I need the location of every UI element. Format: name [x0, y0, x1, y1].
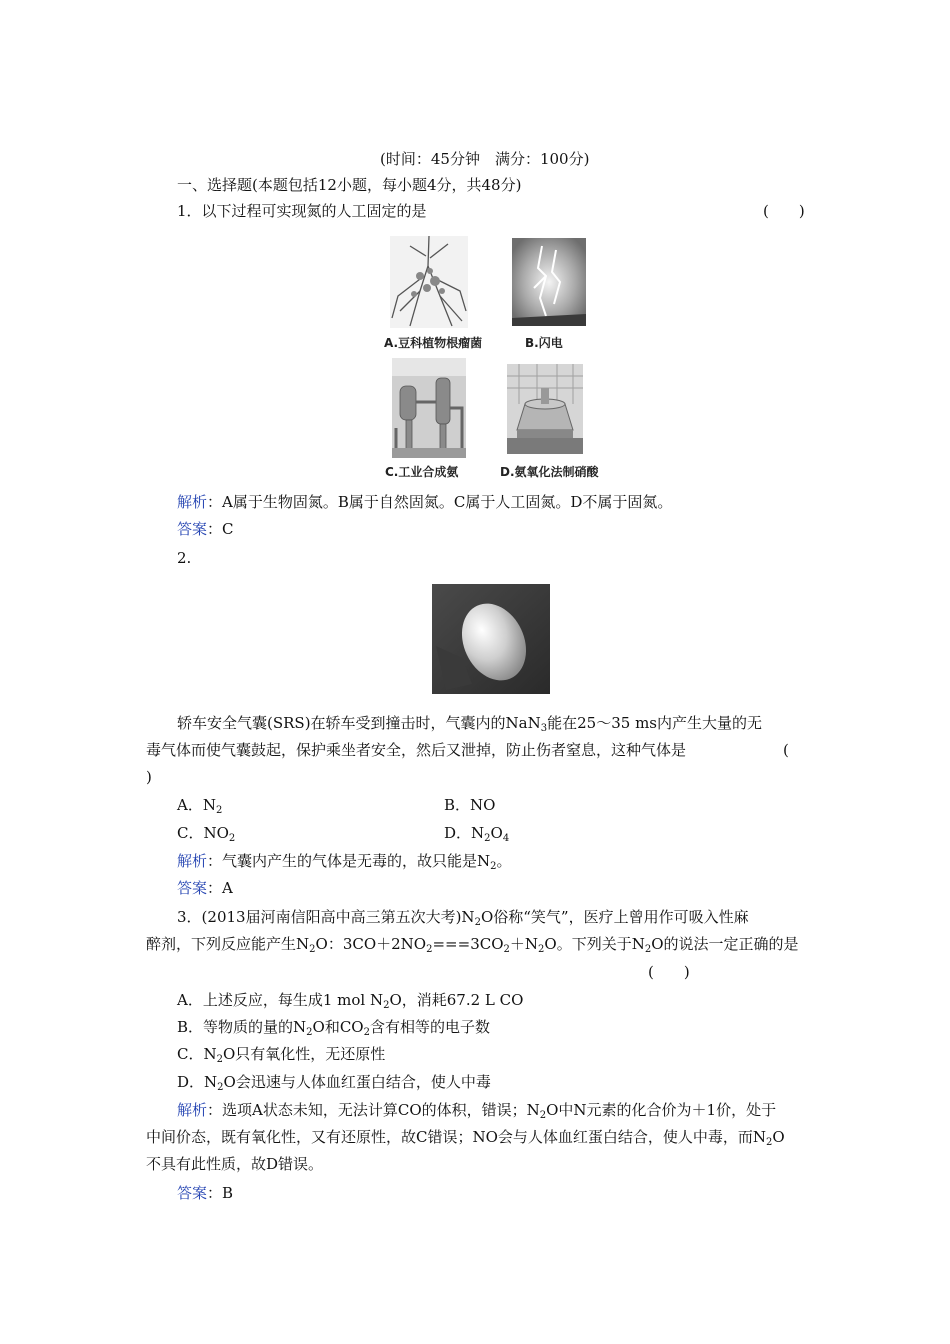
q2-answer: 答案：A: [177, 879, 233, 897]
q2-option-b: B．NO: [444, 796, 496, 814]
q2-analysis: 解析：气囊内产生的气体是无毒的，故只能是$N_2$。: [177, 852, 512, 872]
q2-option-c: C．$NO_2$: [177, 824, 236, 844]
q3-answer: 答案：B: [177, 1184, 234, 1202]
q3-option-b: B．等物质的量的$N_2O$和$CO_2$含有相等的电子数: [177, 1018, 490, 1038]
figure-caption-c: C.工业合成氨: [385, 465, 459, 479]
q3-option-a: A．上述反应，每生成1 mol $N_2O$，消耗67.2 L CO: [177, 991, 524, 1011]
q3-analysis-line2: 中间价态，既有氧化性，又有还原性，故C错误；NO会与人体血红蛋白结合，使人中毒，而$N_2O$: [146, 1128, 785, 1148]
q3-answer-paren: ( ): [648, 963, 690, 981]
figure-airbag: [432, 584, 550, 694]
section-title: 一、选择题(本题包括12小题，每小题4分，共48分): [177, 176, 522, 194]
answer-label: 答案: [177, 520, 208, 538]
figure-ammonia-plant: [392, 358, 466, 458]
answer-label: 答案: [177, 879, 208, 897]
q3-analysis-line1: 解析：选项A状态未知，无法计算CO的体积，错误；$N_2O$中N元素的化合价为＋1价，处于: [177, 1101, 777, 1121]
q3-stem-line2: 醉剂，下列反应能产生$N_2O$：$3CO+2NO_2===3CO_2+N_2O$。下列关于$N_2O$的说法一定正确的是: [146, 935, 799, 955]
q2-option-d: D．$N_2O_4$: [444, 824, 510, 844]
figure-caption-b: B.闪电: [525, 336, 563, 350]
answer-label: 答案: [177, 1184, 208, 1202]
figure-caption-a: A.豆科植物根瘤菌: [384, 336, 483, 350]
analysis-label: 解析: [177, 852, 208, 870]
q3-option-d: D．$N_2O$会迅速与人体血红蛋白结合，使人中毒: [177, 1073, 491, 1093]
q1-answer-paren: ( ): [763, 202, 805, 220]
q3-stem-line1: 3．(2013届河南信阳高中高三第五次大考)$N_2O$俗称“笑气”，医疗上曾用作可吸入性麻: [177, 908, 749, 928]
q2-number: 2.: [177, 549, 192, 567]
q3-analysis-line3: 不具有此性质，故D错误。: [146, 1155, 324, 1173]
figure-legume-root-nodules: [390, 236, 468, 328]
q2-paren-open: (: [783, 741, 789, 759]
analysis-label: 解析: [177, 1101, 208, 1119]
q2-stem-line2: 毒气体而使气囊鼓起，保护乘坐者安全，然后又泄掉，防止伤者窒息，这种气体是: [146, 741, 687, 759]
figure-caption-d: D.氨氧化法制硝酸: [500, 465, 599, 479]
analysis-label: 解析: [177, 493, 208, 511]
figure-lightning: [512, 238, 586, 326]
q3-option-c: C．$N_2O$只有氧化性，无还原性: [177, 1045, 386, 1065]
time-score-line: (时间：45分钟 满分：100分): [380, 150, 590, 168]
figure-nitric-acid-plant: [507, 364, 583, 454]
q1-analysis: 解析：A属于生物固氮。B属于自然固氮。C属于人工固氮。D不属于固氮。: [177, 493, 673, 511]
q2-paren-close: ): [146, 768, 152, 786]
q2-option-a: A．$N_2$: [177, 796, 223, 816]
q1-answer: 答案：C: [177, 520, 234, 538]
q2-stem-line1: 轿车安全气囊(SRS)在轿车受到撞击时，气囊内的NaN$_3$能在25～35 ms内产生大量的无: [177, 714, 762, 734]
q1-stem: 1．以下过程可实现氮的人工固定的是: [177, 202, 427, 220]
